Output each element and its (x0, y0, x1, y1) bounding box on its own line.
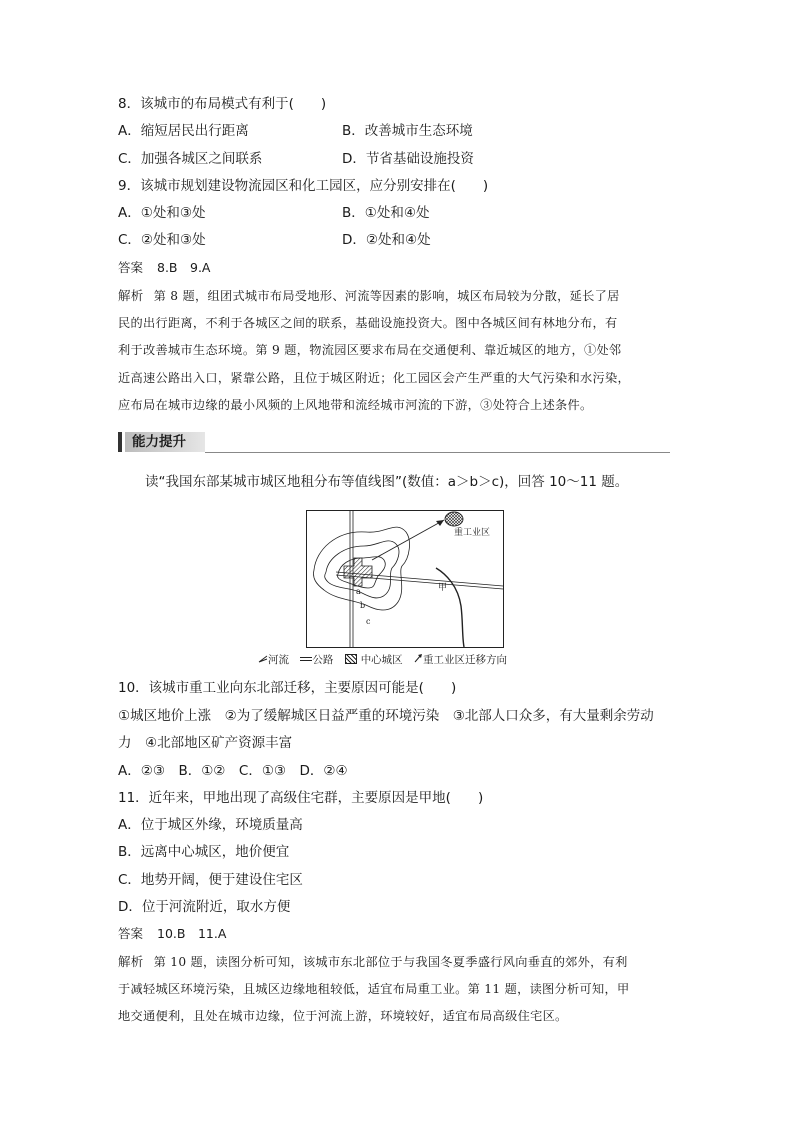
q8-option-d: D．节省基础设施投资 (342, 151, 474, 167)
analysis-1-line-3: 利于改善城市生态环境。第 9 题，物流园区要求布局在交通便利、靠近城区的地方，①处邻 (118, 343, 622, 357)
answer-text: 8.B 9.A (157, 260, 211, 275)
answer-block-2 (118, 924, 226, 944)
analysis-label: 解析 (118, 288, 144, 303)
q9-option-a: A．①处和③处 (118, 205, 206, 221)
analysis-1-line-1: 解析 第 8 题，组团式城市布局受地形、河流等因素的影响，城区布局较为分散，延长了居 (118, 288, 620, 303)
answer-block-1 (118, 258, 210, 278)
road-icon (300, 655, 312, 663)
label-heavy-industry: 重工业区 (454, 528, 491, 538)
heavy-industry-zone (445, 512, 463, 526)
answer-label: 答案 (118, 260, 144, 275)
answer-text: 10.B 11.A (157, 926, 227, 941)
legend-center: 中心城区 (345, 654, 410, 666)
section-header (118, 431, 670, 453)
label-c: c (366, 617, 371, 626)
analysis-2-line-3: 地交通便利，且处在城市边缘，位于河流上游，环境较好，适宜布局高级住宅区。 (118, 1009, 568, 1023)
section-rule (205, 452, 670, 453)
q8-option-b: B．改善城市生态环境 (342, 123, 473, 139)
figure-legend (258, 652, 515, 667)
q11-stem: 11．近年来，甲地出现了高级住宅群，主要原因是甲地( ) (118, 790, 484, 806)
analysis-1-line-5: 应布局在城市边缘的最小风频的上风地带和流经城市河流的下游，③处符合上述条件。 (118, 398, 593, 412)
label-jia: 甲 (438, 583, 448, 593)
q9-option-b: B．①处和④处 (342, 205, 430, 221)
answer-label: 答案 (118, 926, 144, 941)
section-title: 能力提升 (132, 434, 186, 450)
q10-choices-line-2: 力 ④北部地区矿产资源丰富 (118, 735, 293, 751)
q10-stem: 10．该城市重工业向东北部迁移，主要原因可能是( ) (118, 680, 457, 696)
q11-option-a: A．位于城区外缘，环境质量高 (118, 817, 303, 833)
q11-option-d: D．位于河流附近，取水方便 (118, 899, 291, 915)
q11-option-c: C．地势开阔，便于建设住宅区 (118, 872, 303, 888)
analysis-2-line-2: 于减轻城区环境污染，且城区边缘地租较低，适宜布局重工业。第 11 题，读图分析可知，甲 (118, 982, 630, 996)
legend-migration: 重工业区迁移方向 (414, 654, 511, 666)
land-rent-contour-map (306, 510, 504, 650)
hatch-icon (345, 654, 357, 664)
river-icon (258, 654, 268, 663)
q9-stem: 9．该城市规划建设物流园区和化工园区，应分别安排在( ) (118, 178, 489, 194)
arrow-icon (414, 653, 423, 663)
q10-options: A．②③ B．①② C．①③ D．②④ (118, 763, 348, 779)
analysis-label: 解析 (118, 954, 144, 969)
q8-option-a: A．缩短居民出行距离 (118, 123, 249, 139)
label-a: a (356, 587, 361, 596)
q8-option-c: C．加强各城区之间联系 (118, 151, 263, 167)
q10-choices-line-1: ①城区地价上涨 ②为了缓解城区日益严重的环境污染 ③北部人口众多，有大量剩余劳动 (118, 708, 654, 724)
label-b: b (360, 601, 366, 610)
analysis-2-line-1: 解析 第 10 题，读图分析可知，该城市东北部位于与我国冬夏季盛行风向垂直的郊外，有利 (118, 954, 628, 969)
legend-road: 公路 (300, 654, 340, 666)
analysis-1-line-4: 近高速公路出入口，紧靠公路，且位于城区附近；化工园区会产生严重的大气污染和水污染， (118, 371, 630, 385)
q9-option-d: D．②处和④处 (342, 232, 431, 248)
section-bar (118, 432, 122, 452)
legend-river: 河流 (258, 654, 296, 666)
q9-option-c: C．②处和③处 (118, 232, 206, 248)
q8-stem: 8．该城市的布局模式有利于( ) (118, 96, 327, 112)
analysis-1-line-2: 民的出行距离，不利于各城区之间的联系，基础设施投资大。图中各城区间有林地分布，有 (118, 316, 618, 330)
intro-text: 读“我国东部某城市城区地租分布等值线图”(数值：a＞b＞c)，回答 10～11 题。 (145, 474, 629, 490)
q11-option-b: B．远离中心城区，地价便宜 (118, 844, 290, 860)
